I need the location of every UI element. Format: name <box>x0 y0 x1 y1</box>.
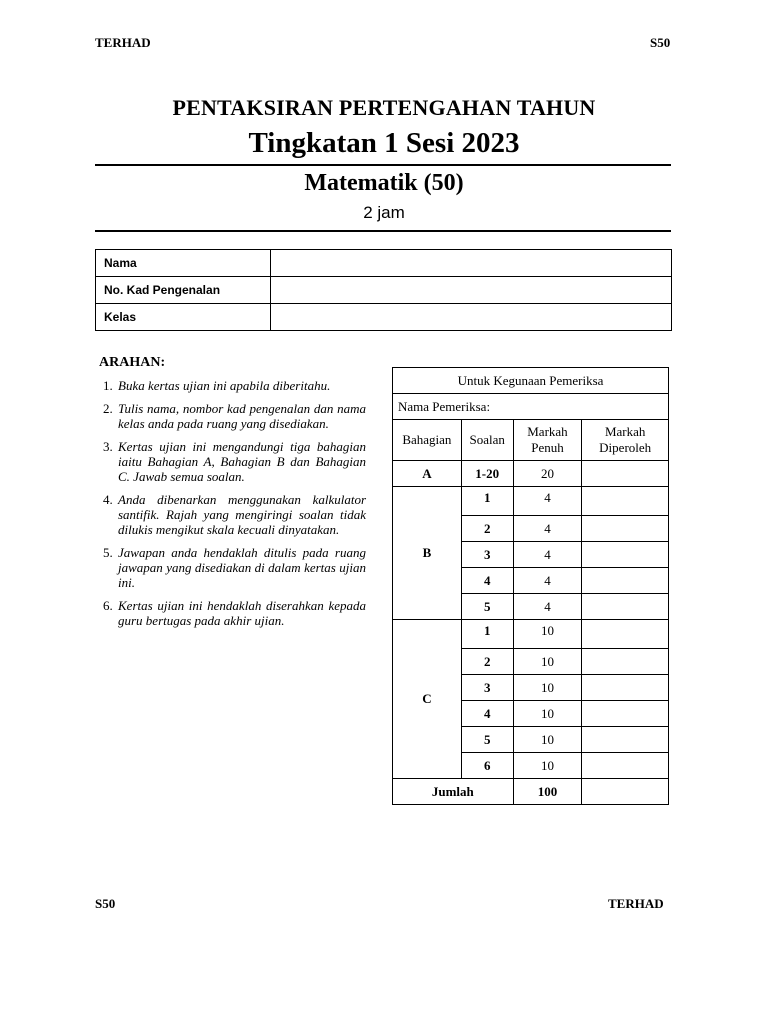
student-info-row <box>96 277 672 304</box>
full-marks: 10 <box>513 701 582 727</box>
examiner-table-title: Untuk Kegunaan Pemeriksa <box>393 368 669 394</box>
full-marks: 10 <box>513 620 582 649</box>
instruction-number: 3. <box>103 439 113 454</box>
instruction-item <box>103 598 366 628</box>
obtained-marks-header: Markah Diperoleh <box>582 420 669 461</box>
question-number: 6 <box>461 753 513 779</box>
student-info-row <box>96 250 672 277</box>
instruction-item <box>103 545 366 590</box>
marks-obtained-cell[interactable] <box>582 461 669 487</box>
student-info-row <box>96 304 672 331</box>
instruction-text: Tulis nama, nombor kad pengenalan dan nama kelas anda pada ruang yang disediakan. <box>118 401 366 431</box>
section-a-questions: 1-20 <box>461 461 513 487</box>
marks-obtained-cell[interactable] <box>582 649 669 675</box>
instruction-item <box>103 439 366 484</box>
marks-obtained-cell[interactable] <box>582 568 669 594</box>
instruction-text: Kertas ujian ini hendaklah diserahkan kepada guru bertugas pada akhir ujian. <box>118 598 366 628</box>
instruction-text: Buka kertas ujian ini apabila diberitahu. <box>118 378 331 393</box>
marks-obtained-cell[interactable] <box>582 487 669 516</box>
full-marks: 10 <box>513 727 582 753</box>
marks-obtained-cell[interactable] <box>582 542 669 568</box>
exam-duration: 2 jam <box>363 203 405 222</box>
total-label: Jumlah <box>393 779 514 805</box>
instruction-text: Jawapan anda hendaklah ditulis pada ruang jawapan yang disediakan di dalam kertas ujian ini. <box>118 545 366 590</box>
exam-session: Tingkatan 1 Sesi 2023 <box>248 127 520 159</box>
question-number: 5 <box>461 727 513 753</box>
question-number: 1 <box>461 487 513 516</box>
subject-title: Matematik (50) <box>304 170 464 196</box>
footer-code: S50 <box>95 896 116 911</box>
class-field[interactable] <box>271 304 672 331</box>
full-marks: 10 <box>513 649 582 675</box>
section-a-label: A <box>393 461 462 487</box>
marks-obtained-cell[interactable] <box>582 516 669 542</box>
examiner-name-label: Nama Pemeriksa: <box>393 394 669 420</box>
table-row <box>393 620 669 649</box>
question-number: 3 <box>461 542 513 568</box>
question-number: 5 <box>461 594 513 620</box>
examiner-table <box>392 367 669 805</box>
question-number: 3 <box>461 675 513 701</box>
marks-obtained-cell[interactable] <box>582 701 669 727</box>
full-marks-header: Markah Penuh <box>513 420 582 461</box>
table-row <box>393 779 669 805</box>
question-number: 2 <box>461 649 513 675</box>
instructions-heading: ARAHAN: <box>99 355 166 370</box>
marks-obtained-cell[interactable] <box>582 675 669 701</box>
table-row <box>393 487 669 516</box>
table-row <box>393 461 669 487</box>
section-header: Bahagian <box>393 420 462 461</box>
full-marks: 10 <box>513 675 582 701</box>
question-header: Soalan <box>461 420 513 461</box>
instruction-text: Anda dibenarkan menggunakan kalkulator santifik. Rajah yang mengiringi soalan tidak dilukis mengikut skala kecuali dinyatakan. <box>118 492 366 537</box>
total-marks: 100 <box>513 779 582 805</box>
section-b-label: B <box>393 487 462 620</box>
instruction-number: 6. <box>103 598 113 613</box>
question-number: 4 <box>461 701 513 727</box>
instruction-item <box>103 378 366 393</box>
marks-obtained-cell[interactable] <box>582 753 669 779</box>
full-marks: 4 <box>513 594 582 620</box>
header-classification: TERHAD <box>95 35 151 50</box>
section-c-label: C <box>393 620 462 779</box>
full-marks: 4 <box>513 516 582 542</box>
instructions-list <box>103 378 366 636</box>
marks-obtained-cell[interactable] <box>582 620 669 649</box>
divider-top <box>95 164 671 166</box>
full-marks: 4 <box>513 542 582 568</box>
full-marks: 4 <box>513 487 582 516</box>
divider-bottom <box>95 230 671 232</box>
question-number: 1 <box>461 620 513 649</box>
name-field[interactable] <box>271 250 672 277</box>
instruction-number: 4. <box>103 492 113 507</box>
ic-number-field[interactable] <box>271 277 672 304</box>
full-marks: 4 <box>513 568 582 594</box>
instruction-number: 1. <box>103 378 113 393</box>
section-a-marks: 20 <box>513 461 582 487</box>
full-marks: 10 <box>513 753 582 779</box>
instruction-number: 5. <box>103 545 113 560</box>
student-info-table <box>95 249 672 331</box>
marks-obtained-cell[interactable] <box>582 727 669 753</box>
exam-title: PENTAKSIRAN PERTENGAHAN TAHUN <box>172 95 596 120</box>
name-label: Nama <box>96 250 271 277</box>
question-number: 4 <box>461 568 513 594</box>
instruction-item <box>103 492 366 537</box>
footer-classification: TERHAD <box>608 896 664 911</box>
marks-obtained-cell[interactable] <box>582 594 669 620</box>
instruction-text: Kertas ujian ini mengandungi tiga bahagian iaitu Bahagian A, Bahagian B dan Bahagian C. Jawab semua soalan. <box>118 439 366 484</box>
class-label: Kelas <box>96 304 271 331</box>
question-number: 2 <box>461 516 513 542</box>
header-code: S50 <box>650 35 671 50</box>
instruction-item <box>103 401 366 431</box>
instruction-number: 2. <box>103 401 113 416</box>
ic-number-label: No. Kad Pengenalan <box>96 277 271 304</box>
total-obtained-cell[interactable] <box>582 779 669 805</box>
